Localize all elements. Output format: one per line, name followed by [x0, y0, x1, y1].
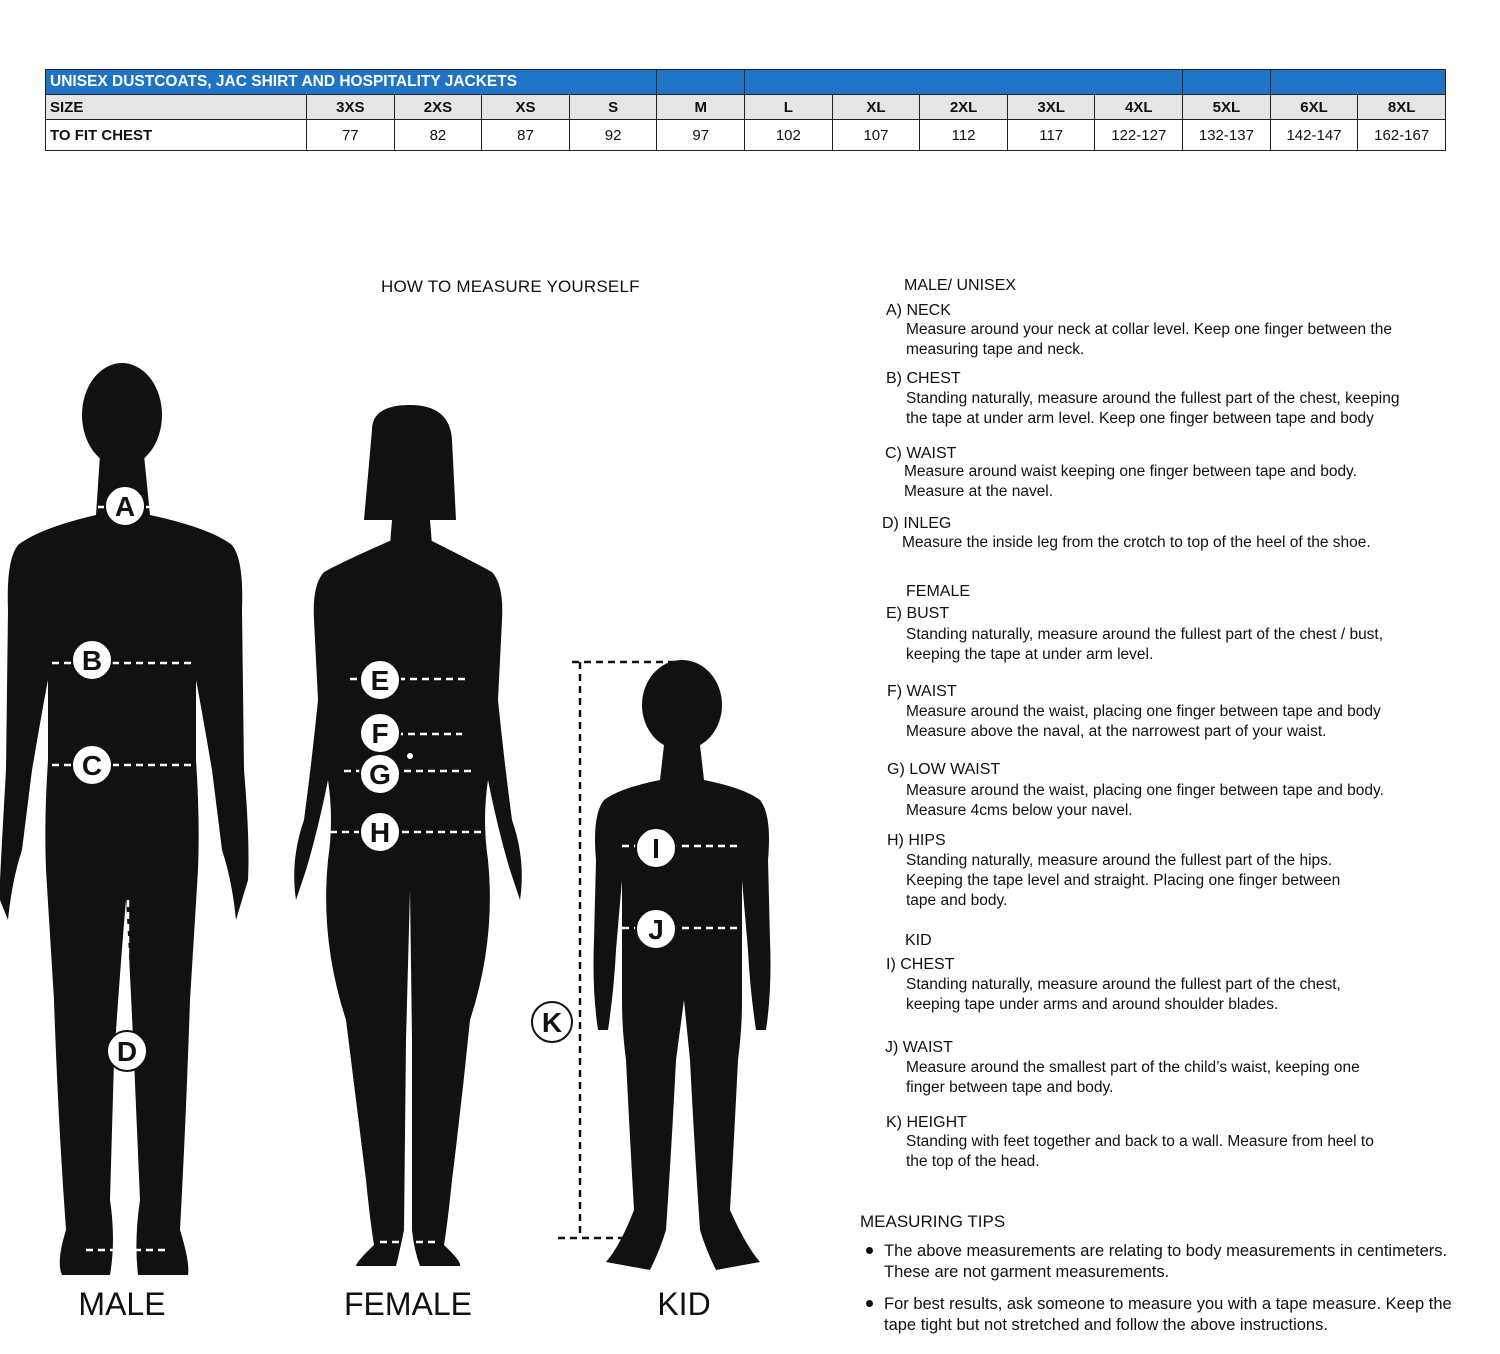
description-line: Measure 4cms below your navel. [906, 802, 1133, 819]
size-cell: S [569, 95, 657, 120]
size-cell: 4XL [1095, 95, 1183, 120]
description-line: the tape at under arm level. Keep one finger between tape and body [906, 410, 1374, 427]
chest-cell: 132-137 [1183, 120, 1271, 151]
size-cell: 8XL [1358, 95, 1446, 120]
size-row [46, 95, 1446, 120]
description-line: Standing with feet together and back to a wall. Measure from heel to [906, 1133, 1374, 1150]
chest-cell: 142-147 [1270, 120, 1358, 151]
male-section-heading: MALE/ UNISEX [904, 277, 1017, 294]
title-spacer [1270, 70, 1445, 95]
low-waist-description [906, 781, 1466, 821]
description-line: Standing naturally, measure around the fullest part of the chest / bust, [906, 626, 1384, 643]
description-line: measuring tape and neck. [906, 341, 1085, 358]
tip-line: For best results, ask someone to measure you with a tape measure. Keep the [884, 1295, 1452, 1313]
title-spacer [1183, 70, 1271, 95]
size-cell: XL [832, 95, 920, 120]
description-line: Measure around the smallest part of the child’s waist, keeping one [906, 1059, 1360, 1076]
chest-cell: 77 [307, 120, 395, 151]
marker-d: D [116, 1036, 138, 1067]
inleg-heading: D) INLEG [882, 515, 952, 532]
size-table [45, 69, 1446, 151]
description-line: keeping tape under arms and around shoulder blades. [906, 996, 1279, 1013]
size-cell: 3XS [307, 95, 395, 120]
chest-row [46, 120, 1446, 151]
description-line: Keeping the tape level and straight. Placing one finger between [906, 872, 1341, 889]
description-line: tape and body. [906, 892, 1008, 909]
description-line: Measure the inside leg from the crotch to top of the heel of the shoe. [902, 534, 1371, 551]
body-silhouettes-illustration [0, 340, 790, 1340]
measuring-tips-title: MEASURING TIPS [860, 1212, 1006, 1231]
marker-c: C [81, 750, 103, 781]
size-table-title-row [46, 70, 1446, 95]
size-cell: 2XS [394, 95, 482, 120]
description-line: Measure at the navel. [904, 483, 1054, 500]
tip-line: The above measurements are relating to body measurements in centimeters. [884, 1242, 1448, 1260]
tip-line: tape tight but not stretched and follow the above instructions. [884, 1316, 1328, 1334]
size-cell: XS [482, 95, 570, 120]
chest-heading: B) CHEST [886, 370, 961, 387]
low-waist-heading: G) LOW WAIST [887, 761, 1001, 778]
size-cell: M [657, 95, 745, 120]
neck-heading: A) NECK [886, 302, 951, 319]
chest-cell: 87 [482, 120, 570, 151]
hips-description [906, 851, 1466, 911]
size-cell: 6XL [1270, 95, 1358, 120]
size-table-title: UNISEX DUSTCOATS, JAC SHIRT AND HOSPITALITY JACKETS [46, 70, 657, 95]
chest-cell: 97 [657, 120, 745, 151]
description-line: Measure around the waist, placing one finger between tape and body. [906, 782, 1384, 799]
bullet-icon [866, 1247, 873, 1254]
description-line: Measure around waist keeping one finger between tape and body. [904, 463, 1357, 480]
marker-f: F [371, 718, 389, 749]
height-description [906, 1132, 1466, 1172]
tip-line: These are not garment measurements. [884, 1263, 1170, 1281]
kid-chest-description [906, 975, 1466, 1015]
kid-waist-heading: J) WAIST [885, 1039, 953, 1056]
height-heading: K) HEIGHT [886, 1114, 967, 1131]
marker-i: I [652, 833, 660, 864]
size-cell: L [745, 95, 833, 120]
tip-item [884, 1241, 1496, 1283]
description-line: finger between tape and body. [906, 1079, 1114, 1096]
kid-section-heading: KID [905, 932, 932, 949]
kid-label: KID [657, 1286, 711, 1322]
how-to-measure-title: HOW TO MEASURE YOURSELF [381, 277, 640, 296]
kid-silhouette [594, 660, 771, 1270]
chest-cell: 117 [1007, 120, 1095, 151]
description-line: Standing naturally, measure around the fullest part of the chest, keeping [906, 390, 1400, 407]
description-line: keeping the tape at under arm level. [906, 646, 1154, 663]
size-cell: 2XL [920, 95, 1008, 120]
female-label: FEMALE [343, 1286, 473, 1322]
marker-g: G [369, 759, 391, 790]
title-spacer [657, 70, 745, 95]
bust-heading: E) BUST [886, 605, 950, 622]
marker-b: B [81, 645, 103, 676]
female-waist-description [906, 702, 1466, 742]
description-line: Standing naturally, measure around the fullest part of the hips. [906, 852, 1333, 869]
marker-e: E [370, 665, 390, 696]
chest-cell: 162-167 [1358, 120, 1446, 151]
description-line: Measure above the naval, at the narrowest part of your waist. [906, 723, 1327, 740]
male-label: MALE [78, 1286, 166, 1322]
navel-dot [407, 753, 413, 759]
chest-cell: 82 [394, 120, 482, 151]
chest-row-label: TO FIT CHEST [46, 120, 307, 151]
chest-description [906, 389, 1466, 429]
marker-k: K [541, 1007, 563, 1038]
description-line: the top of the head. [906, 1153, 1040, 1170]
kid-chest-heading: I) CHEST [886, 956, 955, 973]
description-line: Standing naturally, measure around the fullest part of the chest, [906, 976, 1341, 993]
female-section-heading: FEMALE [906, 583, 971, 600]
size-cell: 5XL [1183, 95, 1271, 120]
female-silhouette [294, 405, 522, 1266]
size-row-label: SIZE [46, 95, 307, 120]
female-waist-heading: F) WAIST [887, 683, 957, 700]
marker-a: A [114, 491, 136, 522]
description-line: Measure around the waist, placing one finger between tape and body [906, 703, 1381, 720]
chest-cell: 112 [920, 120, 1008, 151]
inleg-description [902, 533, 1462, 553]
marker-h: H [369, 817, 391, 848]
description-line: Measure around your neck at collar level. Keep one finger between the [906, 321, 1392, 338]
size-cell: 3XL [1007, 95, 1095, 120]
bullet-icon [866, 1300, 873, 1307]
title-spacer [745, 70, 1183, 95]
kid-waist-description [906, 1058, 1466, 1098]
chest-cell: 122-127 [1095, 120, 1183, 151]
chest-cell: 102 [745, 120, 833, 151]
hips-heading: H) HIPS [887, 832, 946, 849]
waist-description [904, 462, 1464, 502]
tip-item [884, 1294, 1496, 1336]
chest-cell: 92 [569, 120, 657, 151]
neck-description [906, 320, 1466, 360]
bust-description [906, 625, 1466, 665]
marker-j: J [648, 914, 664, 945]
chest-cell: 107 [832, 120, 920, 151]
waist-heading: C) WAIST [885, 445, 957, 462]
